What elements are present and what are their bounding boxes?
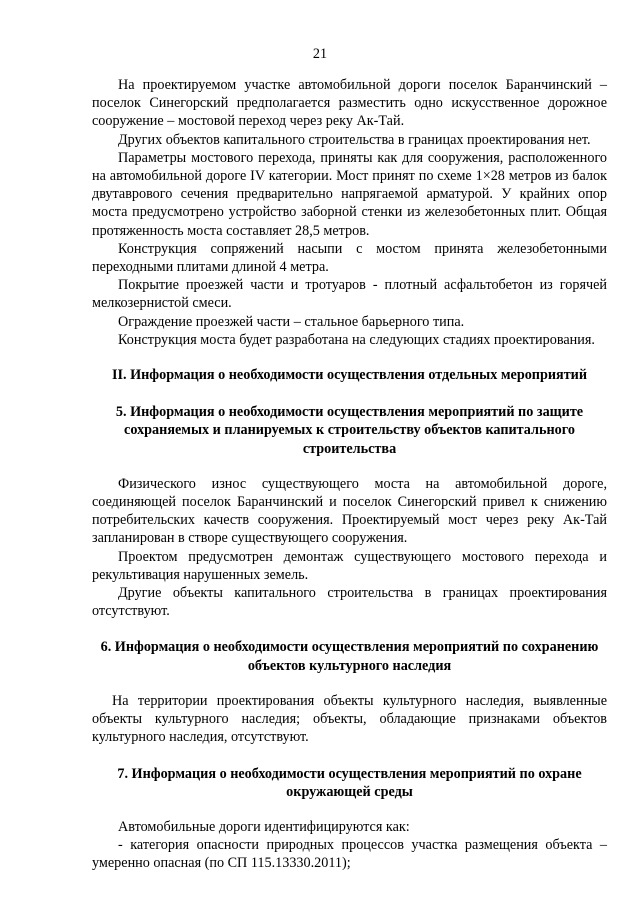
intro-paragraph: Конструкция моста будет разработана на следующих стадиях проектирования. (118, 331, 595, 348)
section-5-paragraph: Другие объекты капитального строительства в границах проектирования отсутствуют. (92, 585, 607, 620)
section-7-body (92, 818, 607, 873)
section-7-heading: 7. Информация о необходимости осуществления мероприятий по охране окружающей среды (117, 765, 582, 800)
intro-paragraph: На проектируемом участке автомобильной дороги поселок Баранчинский – поселок Синегорский предполагается разместить одно искусственное дорожное сооружение – мостовой переход через реку Ак-Тай. (92, 77, 607, 130)
intro-paragraph: Покрытие проезжей части и тротуаров - плотный асфальтобетон из горячей мелкозернистой смеси. (92, 277, 607, 312)
section-6-paragraph: На территории проектирования объекты культурного наследия, выявленные объекты культурного наследия; объекты, обладающие признаками объектов культурного наследия, отсутствуют. (92, 692, 607, 746)
page-content (92, 76, 607, 873)
section-5-paragraph: Физического износ существующего моста на автомобильной дороге, соединяющей поселок Баранчинский и поселок Синегорский привел к снижению потребительских качеств сооружения. Проектируемый мост через реку Ак-Тай запланирован в створе существующего сооружения. (92, 475, 607, 547)
intro-paragraph: Ограждение проезжей части – стальное барьерного типа. (118, 313, 465, 330)
section-5-paragraph: Проектом предусмотрен демонтаж существующего мостового перехода и рекультивация нарушенных земель. (92, 548, 607, 583)
intro-paragraph: Других объектов капитального строительства в границах проектирования нет. (118, 131, 591, 148)
section-7-paragraph: Автомобильные дороги идентифицируются как: (118, 818, 410, 835)
section-ii-heading: II. Информация о необходимости осуществления отдельных мероприятий (111, 367, 588, 384)
section-6-heading: 6. Информация о необходимости осуществления мероприятий по сохранению объектов культурного наследия (100, 639, 599, 674)
section-5-body (92, 475, 607, 621)
page-number: 21 (312, 46, 328, 62)
section-6-body (92, 692, 607, 747)
intro-paragraph: Параметры мостового перехода, приняты как для сооружения, расположенного на автомобильной дороге IV категории. Мост принят по схеме 1×28 метров из балок двутаврового сечения предварительно напрягаемой арматурой. У крайних опор моста предусмотрено устройство заборной стенки из железобетонных плит. Общая протяженность моста составляет 28,5 метров. (92, 149, 607, 239)
section-5-heading: 5. Информация о необходимости осуществления мероприятий по защите сохраняемых и планируемых к строительству объектов капитального строительства (115, 404, 584, 457)
intro-paragraph: Конструкция сопряжений насыпи с мостом принята железобетонными переходными плитами длиной 4 метра. (92, 240, 607, 276)
intro-section (92, 76, 607, 349)
section-7-paragraph: - категория опасности природных процессов участка размещения объекта – умеренно опасная (по СП 115.13330.2011); (92, 837, 607, 872)
